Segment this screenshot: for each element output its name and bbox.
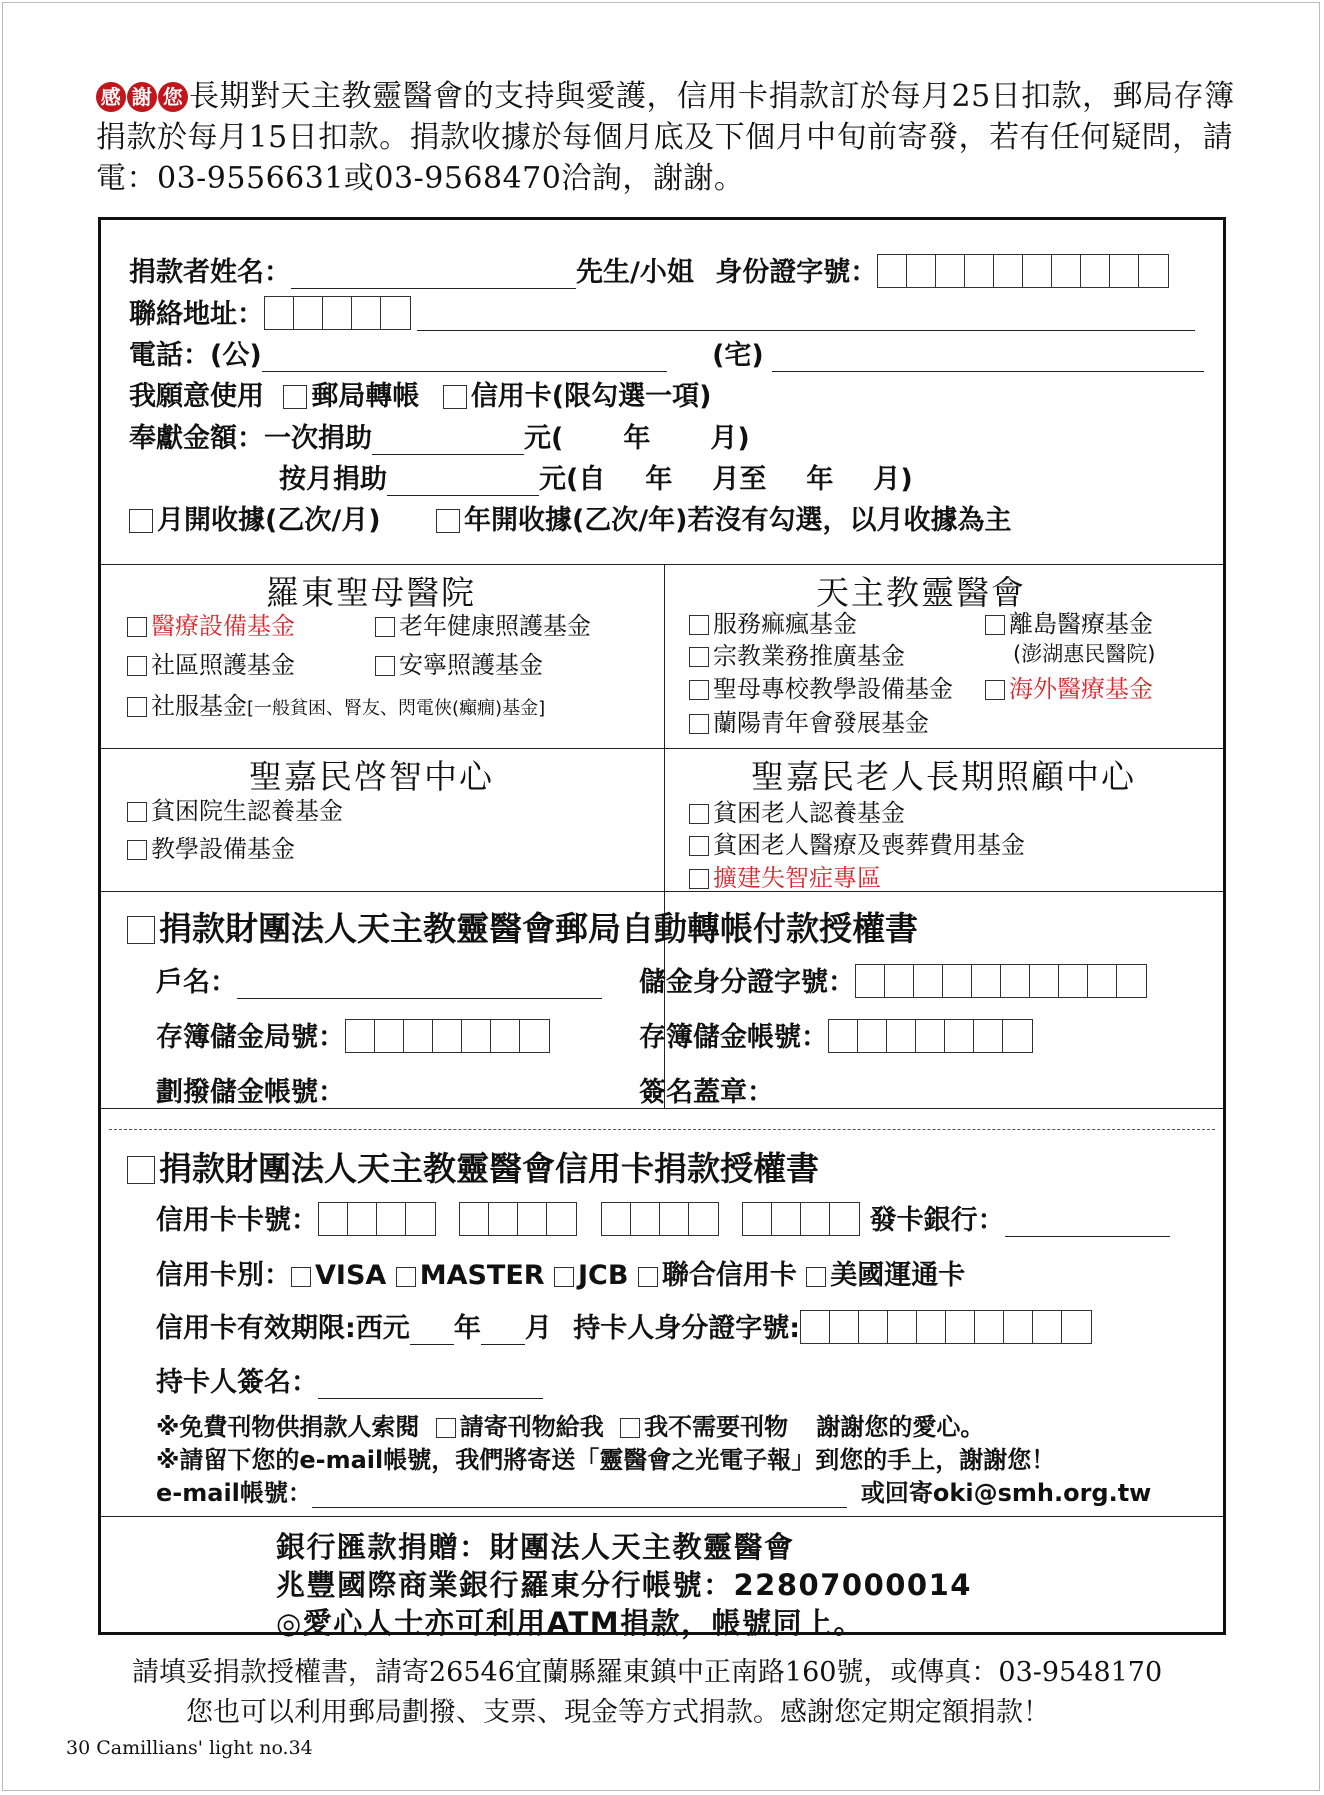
fund-item xyxy=(127,791,343,826)
divider xyxy=(101,1516,1223,1517)
receipt-yearly-label: 年開收據(乙次/年)若沒有勾選，以月收據為主 xyxy=(463,505,1012,536)
amount-monthly-row xyxy=(279,457,913,496)
post-auth-title xyxy=(127,903,918,950)
amount-once-row xyxy=(129,416,750,455)
expiry-month-label: 月 xyxy=(524,1313,552,1344)
fund-checkbox[interactable] xyxy=(375,656,395,676)
phone-office-field[interactable] xyxy=(262,341,667,372)
amount-once-field[interactable] xyxy=(372,424,524,455)
id-number-boxes[interactable] xyxy=(877,254,1169,288)
post-office-label: 存簿儲金局號： xyxy=(156,1022,345,1053)
year-label: 年 xyxy=(806,464,834,495)
fund-label: 離島醫療基金 xyxy=(1009,610,1153,638)
post-account-row xyxy=(639,1015,1033,1054)
fund-label: 安寧照護基金 xyxy=(399,651,543,679)
fund-checkbox[interactable] xyxy=(985,615,1005,635)
post-account-label: 存簿儲金帳號： xyxy=(639,1022,828,1053)
donor-name-row xyxy=(129,250,1169,289)
footer-methods-line: 您也可以利用郵局劃撥、支票、現金等方式捐款。感謝您定期定額捐款！ xyxy=(186,1697,1050,1728)
card-expiry-row xyxy=(156,1306,1092,1345)
title-label: 先生/小姐 xyxy=(576,257,694,288)
post-office-boxes[interactable] xyxy=(345,1019,550,1053)
post-transfer-checkbox[interactable] xyxy=(283,385,307,409)
receipt-monthly-label: 月開收據(乙次/月) xyxy=(157,505,381,536)
fund-checkbox[interactable] xyxy=(689,615,709,635)
holder-sign-row xyxy=(156,1360,543,1399)
phone-row xyxy=(129,333,1204,372)
post-transfer-field[interactable] xyxy=(345,1078,580,1109)
divider xyxy=(101,891,1223,892)
holder-id-boxes[interactable] xyxy=(800,1310,1092,1344)
fund-checkbox[interactable] xyxy=(127,802,147,822)
card-type-option: VISA xyxy=(315,1260,387,1291)
email-note: ※請留下您的e-mail帳號，我們將寄送「靈醫會之光電子報」到您的手上，謝謝您！ xyxy=(156,1446,1056,1474)
divider xyxy=(101,564,1223,565)
card-number-group-1[interactable] xyxy=(318,1202,436,1236)
section-title: 聖嘉民老人長期照顧中心 xyxy=(751,757,1136,796)
monthly-unit: 元(自 xyxy=(539,464,606,495)
fund-checkbox[interactable] xyxy=(127,617,147,637)
card-type-checkbox[interactable] xyxy=(806,1267,826,1287)
phone-home-label: (宅) xyxy=(712,340,764,371)
year-label: 年 xyxy=(623,423,651,454)
thanks-note: 謝謝您的愛心。 xyxy=(816,1413,985,1441)
fund-label: 擴建失智症專區 xyxy=(713,864,881,892)
post-account-boxes[interactable] xyxy=(828,1019,1033,1053)
post-transfer-row xyxy=(156,1070,580,1109)
receipt-row xyxy=(129,498,1012,537)
expiry-year-field[interactable] xyxy=(410,1314,454,1345)
fund-item xyxy=(127,686,545,721)
bank-account-line: 兆豐國際商業銀行羅東分行帳號：22807000014 xyxy=(276,1568,972,1602)
fund-label: 服務痲瘋基金 xyxy=(713,610,857,638)
card-auth-title-text: 捐款財團法人天主教靈醫會信用卡捐款授權書 xyxy=(159,1149,819,1188)
once-unit: 元( xyxy=(524,423,564,454)
send-publication-checkbox[interactable] xyxy=(436,1418,456,1438)
address-row xyxy=(129,292,1195,331)
receipt-monthly-checkbox[interactable] xyxy=(129,509,153,533)
post-transfer-label: 劃撥儲金帳號： xyxy=(156,1077,345,1108)
card-type-option: 美國運通卡 xyxy=(830,1260,966,1291)
fund-label: 蘭陽青年會發展基金 xyxy=(713,709,929,737)
zip-boxes[interactable] xyxy=(264,296,411,330)
footer-mail-line: 請填妥捐款授權書，請寄26546宜蘭縣羅東鎮中正南路160號，或傳真：03-9548170 xyxy=(132,1657,1163,1688)
fund-item xyxy=(689,636,905,671)
card-type-checkbox[interactable] xyxy=(291,1267,311,1287)
holder-sign-field[interactable] xyxy=(318,1368,543,1399)
fund-label: 教學設備基金 xyxy=(151,835,295,863)
section-title: 聖嘉民啓智中心 xyxy=(249,757,494,796)
fund-item xyxy=(127,606,295,641)
card-type-row xyxy=(156,1253,965,1292)
card-type-label: 信用卡別： xyxy=(156,1260,291,1291)
fund-label: 聖母專校教學設備基金 xyxy=(713,675,953,703)
post-sign-label: 簽名蓋章： xyxy=(639,1077,774,1108)
intro-text: 長期對天主教靈醫會的支持與愛護，信用卡捐款訂於每月25日扣款，郵局存簿捐款於每月15日扣款。捐款收據於每個月底及下個月中旬前寄發，若有任何疑問，請電：03-9556631或03-9568470洽詢，謝謝。 xyxy=(96,79,1235,196)
section-title: 羅東聖母醫院 xyxy=(266,573,476,612)
holder-id-label: 持卡人身分證字號: xyxy=(573,1313,801,1344)
page-number: 30 Camillians' light no.34 xyxy=(66,1737,313,1759)
post-id-row xyxy=(639,960,1147,999)
year-label: 年 xyxy=(645,464,673,495)
fund-label: 貧困老人醫療及喪葬費用基金 xyxy=(713,831,1025,859)
email-field[interactable] xyxy=(312,1483,847,1508)
fund-item xyxy=(127,829,295,864)
publication-row xyxy=(156,1407,984,1442)
amount-monthly-field[interactable] xyxy=(387,465,539,496)
card-type-option: MASTER xyxy=(419,1260,545,1291)
month-to-label: 月至 xyxy=(712,464,767,495)
post-holder-field[interactable] xyxy=(237,968,602,999)
donor-name-field[interactable] xyxy=(291,258,576,289)
post-transfer-label: 郵局轉帳 xyxy=(311,381,420,412)
fund-item xyxy=(689,793,905,828)
phone-office-label: 電話：(公) xyxy=(129,340,262,371)
fund-item xyxy=(689,825,1025,860)
card-auth-title xyxy=(127,1143,819,1190)
card-bank-label: 發卡銀行： xyxy=(869,1205,1005,1236)
card-number-label: 信用卡卡號： xyxy=(156,1205,318,1236)
fund-checkbox[interactable] xyxy=(689,714,709,734)
card-number-group-4[interactable] xyxy=(742,1202,860,1236)
card-expiry-label: 信用卡有效期限:西元 xyxy=(156,1313,410,1344)
fund-item xyxy=(127,645,295,680)
seal-char: 您 xyxy=(158,82,188,112)
expiry-month-field[interactable] xyxy=(481,1314,525,1345)
fund-label: 醫療設備基金 xyxy=(151,612,295,640)
no-publication-checkbox[interactable] xyxy=(620,1418,640,1438)
email-row xyxy=(156,1473,1151,1508)
post-auth-title-text: 捐款財團法人天主教靈醫會郵局自動轉帳付款授權書 xyxy=(159,909,918,948)
intro-paragraph xyxy=(96,76,1236,199)
post-id-boxes[interactable] xyxy=(855,964,1147,998)
fund-item xyxy=(689,858,881,893)
card-type-checkbox[interactable] xyxy=(396,1267,416,1287)
fund-item xyxy=(985,669,1153,704)
post-sign-row xyxy=(639,1070,1119,1109)
bank-line: 銀行匯款捐贈：財團法人天主教靈醫會 xyxy=(276,1530,795,1564)
donation-form xyxy=(98,217,1226,1640)
fund-sub-label: [一般貧困、腎友、閃電俠(癲癇)基金] xyxy=(247,698,546,719)
card-number-group-3[interactable] xyxy=(601,1202,719,1236)
fund-checkbox[interactable] xyxy=(985,680,1005,700)
card-type-checkbox[interactable] xyxy=(638,1267,658,1287)
id-label: 身份證字號： xyxy=(715,257,878,288)
fund-checkbox[interactable] xyxy=(689,869,709,889)
fund-label: 宗教業務推廣基金 xyxy=(713,642,905,670)
address-label: 聯絡地址： xyxy=(129,299,264,330)
post-id-label: 儲金身分證字號： xyxy=(639,967,855,998)
amount-once-label: 奉獻金額：一次捐助 xyxy=(129,423,372,454)
post-sign-field[interactable] xyxy=(774,1078,1119,1109)
fund-item xyxy=(689,703,929,738)
post-holder-label: 戶名： xyxy=(156,967,237,998)
receipt-yearly-checkbox[interactable] xyxy=(436,509,460,533)
fund-item xyxy=(689,669,953,704)
fund-checkbox[interactable] xyxy=(127,656,147,676)
fund-checkbox[interactable] xyxy=(689,680,709,700)
post-office-row xyxy=(156,1015,550,1054)
card-number-row xyxy=(156,1198,1170,1237)
month-close-label: 月) xyxy=(710,423,750,454)
card-type-checkbox[interactable] xyxy=(554,1267,574,1287)
method-label: 我願意使用 xyxy=(129,381,264,412)
amount-monthly-label: 按月捐助 xyxy=(279,464,387,495)
atm-line: ◎愛心人士亦可利用ATM捐款，帳號同上。 xyxy=(276,1606,865,1640)
fund-checkbox[interactable] xyxy=(689,647,709,667)
fund-label: 老年健康照護基金 xyxy=(399,612,591,640)
seal-char: 謝 xyxy=(127,82,157,112)
address-field[interactable] xyxy=(417,300,1195,331)
method-row xyxy=(129,374,712,413)
fund-item xyxy=(375,606,591,641)
email-label: e-mail帳號： xyxy=(156,1479,312,1507)
month-close-label: 月) xyxy=(873,464,913,495)
credit-card-label: 信用卡(限勾選一項) xyxy=(470,381,712,412)
fund-checkbox[interactable] xyxy=(689,836,709,856)
holder-sign-label: 持卡人簽名： xyxy=(156,1367,318,1398)
fund-label: 海外醫療基金 xyxy=(1009,675,1153,703)
fund-item xyxy=(985,604,1153,639)
post-holder-row xyxy=(156,960,602,999)
card-type-option: JCB xyxy=(577,1260,629,1291)
fund-checkbox[interactable] xyxy=(127,840,147,860)
card-bank-field[interactable] xyxy=(1005,1206,1170,1237)
fund-checkbox[interactable] xyxy=(689,804,709,824)
fund-label: 貧困老人認養基金 xyxy=(713,799,905,827)
fund-checkbox[interactable] xyxy=(127,697,147,717)
card-number-group-2[interactable] xyxy=(459,1202,577,1236)
section-title: 天主教靈醫會 xyxy=(816,573,1026,612)
fund-item xyxy=(689,604,857,639)
card-type-option: 聯合信用卡 xyxy=(661,1260,797,1291)
penghu-note: (澎湖惠民醫院) xyxy=(1013,642,1156,666)
fund-item xyxy=(375,645,543,680)
post-auth-checkbox[interactable] xyxy=(127,916,155,944)
fund-label: 社區照護基金 xyxy=(151,651,295,679)
divider xyxy=(101,748,1223,749)
dashed-divider xyxy=(109,1129,1215,1130)
phone-home-field[interactable] xyxy=(772,341,1204,372)
publication-note: ※免費刊物供捐款人索閱 xyxy=(156,1413,420,1441)
send-publication-label: 請寄刊物給我 xyxy=(459,1413,604,1441)
email-alt-note: 或回寄oki@smh.org.tw xyxy=(860,1479,1152,1507)
fund-checkbox[interactable] xyxy=(375,617,395,637)
seal-char: 感 xyxy=(96,82,126,112)
no-publication-label: 我不需要刊物 xyxy=(644,1413,789,1441)
fund-label: 社服基金 xyxy=(151,692,247,720)
card-auth-checkbox[interactable] xyxy=(127,1156,155,1184)
fund-label: 貧困院生認養基金 xyxy=(151,797,343,825)
donor-name-label: 捐款者姓名： xyxy=(129,257,291,288)
credit-card-checkbox[interactable] xyxy=(443,385,467,409)
expiry-year-label: 年 xyxy=(453,1313,481,1344)
